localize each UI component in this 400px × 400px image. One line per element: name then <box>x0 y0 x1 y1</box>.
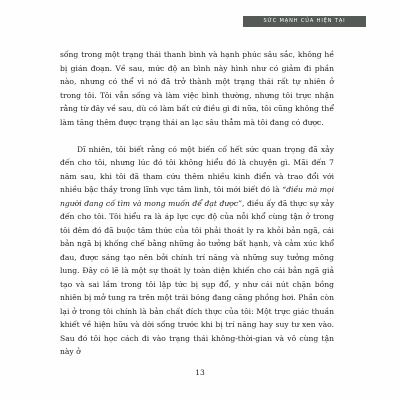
paragraph-2-text-end: , điều ấy đã thực sự xảy đến cho tôi. Tôi hiểu ra là áp lực cực độ của nỗi khổ cùng tận ở trong tôi đêm đó đã buộc tâm thức của tôi phải thoát ly ra khỏi bản ngã, cái bản ngã bị khống chế bằng những ảo tưởng bất hạnh, và cảm xúc khổ đau, được sáng tạo nên bởi chính trí năng và những suy tưởng mông lung. Đây có lẽ là một sự thoát ly toàn diện khiến cho cái bản ngã giả tạo và sai lầm trong tôi lập tức bị sụp đổ, y như cái nút chặn bồng nhiên bị mở tung ra trên một trái bóng đang căng phồng hơi. Phần còn lại ở trong tôi chính là bản chất đích thực của tôi: Một trực giác thuần khiết về hiện hữu và dời sống trước khi bị trí năng hay suy tư xen vào. Sau đó tôi học cách đi vào trạng thái không-thời-gian và vô cùng tận này ở <box>60 198 334 356</box>
paragraph-2 <box>60 143 334 359</box>
body-text <box>60 48 334 359</box>
paragraph-1-text: sống trong một trạng thái thanh bình và hạnh phúc sâu sắc, không hề bị gián đoạn. Về sau, mức độ an bình này hình như có giảm đi phần nào, nhưng có thể vì nó đã trở thành một trạng thái rất tự nhiên ở trong tôi. Tôi vẫn sống và làm việc bình thường, nhưng tôi trực nhận rằng từ đây về sau, dù có làm bất cứ điều gì đi nữa, tôi cũng không thể làm tăng thêm được trạng thái an lạc sâu thẳm mà tôi đang có được. <box>60 50 334 127</box>
paragraph-2-quote: “điều mà mọi người đang cố tìm và mong muốn để đạt được” <box>60 185 334 208</box>
paragraph-1 <box>60 48 334 129</box>
page-number: 13 <box>195 368 205 377</box>
paragraph-2-text-start: Dĩ nhiên, tôi biết rằng có một biến cố hết sức quan trọng đã xảy đến cho tôi, nhưng lúc đó tôi không hiểu đó là chuyện gì. Mãi đến 7 năm sau, khi tôi đã tham cứu thêm nhiều kinh điển và trao đổi với nhiều bậc thầy trong lĩnh vực tâm linh, tôi mới biết đó là <box>60 144 334 194</box>
running-header: SỨC MẠNH CỦA HIỆN TẠI <box>243 16 366 27</box>
